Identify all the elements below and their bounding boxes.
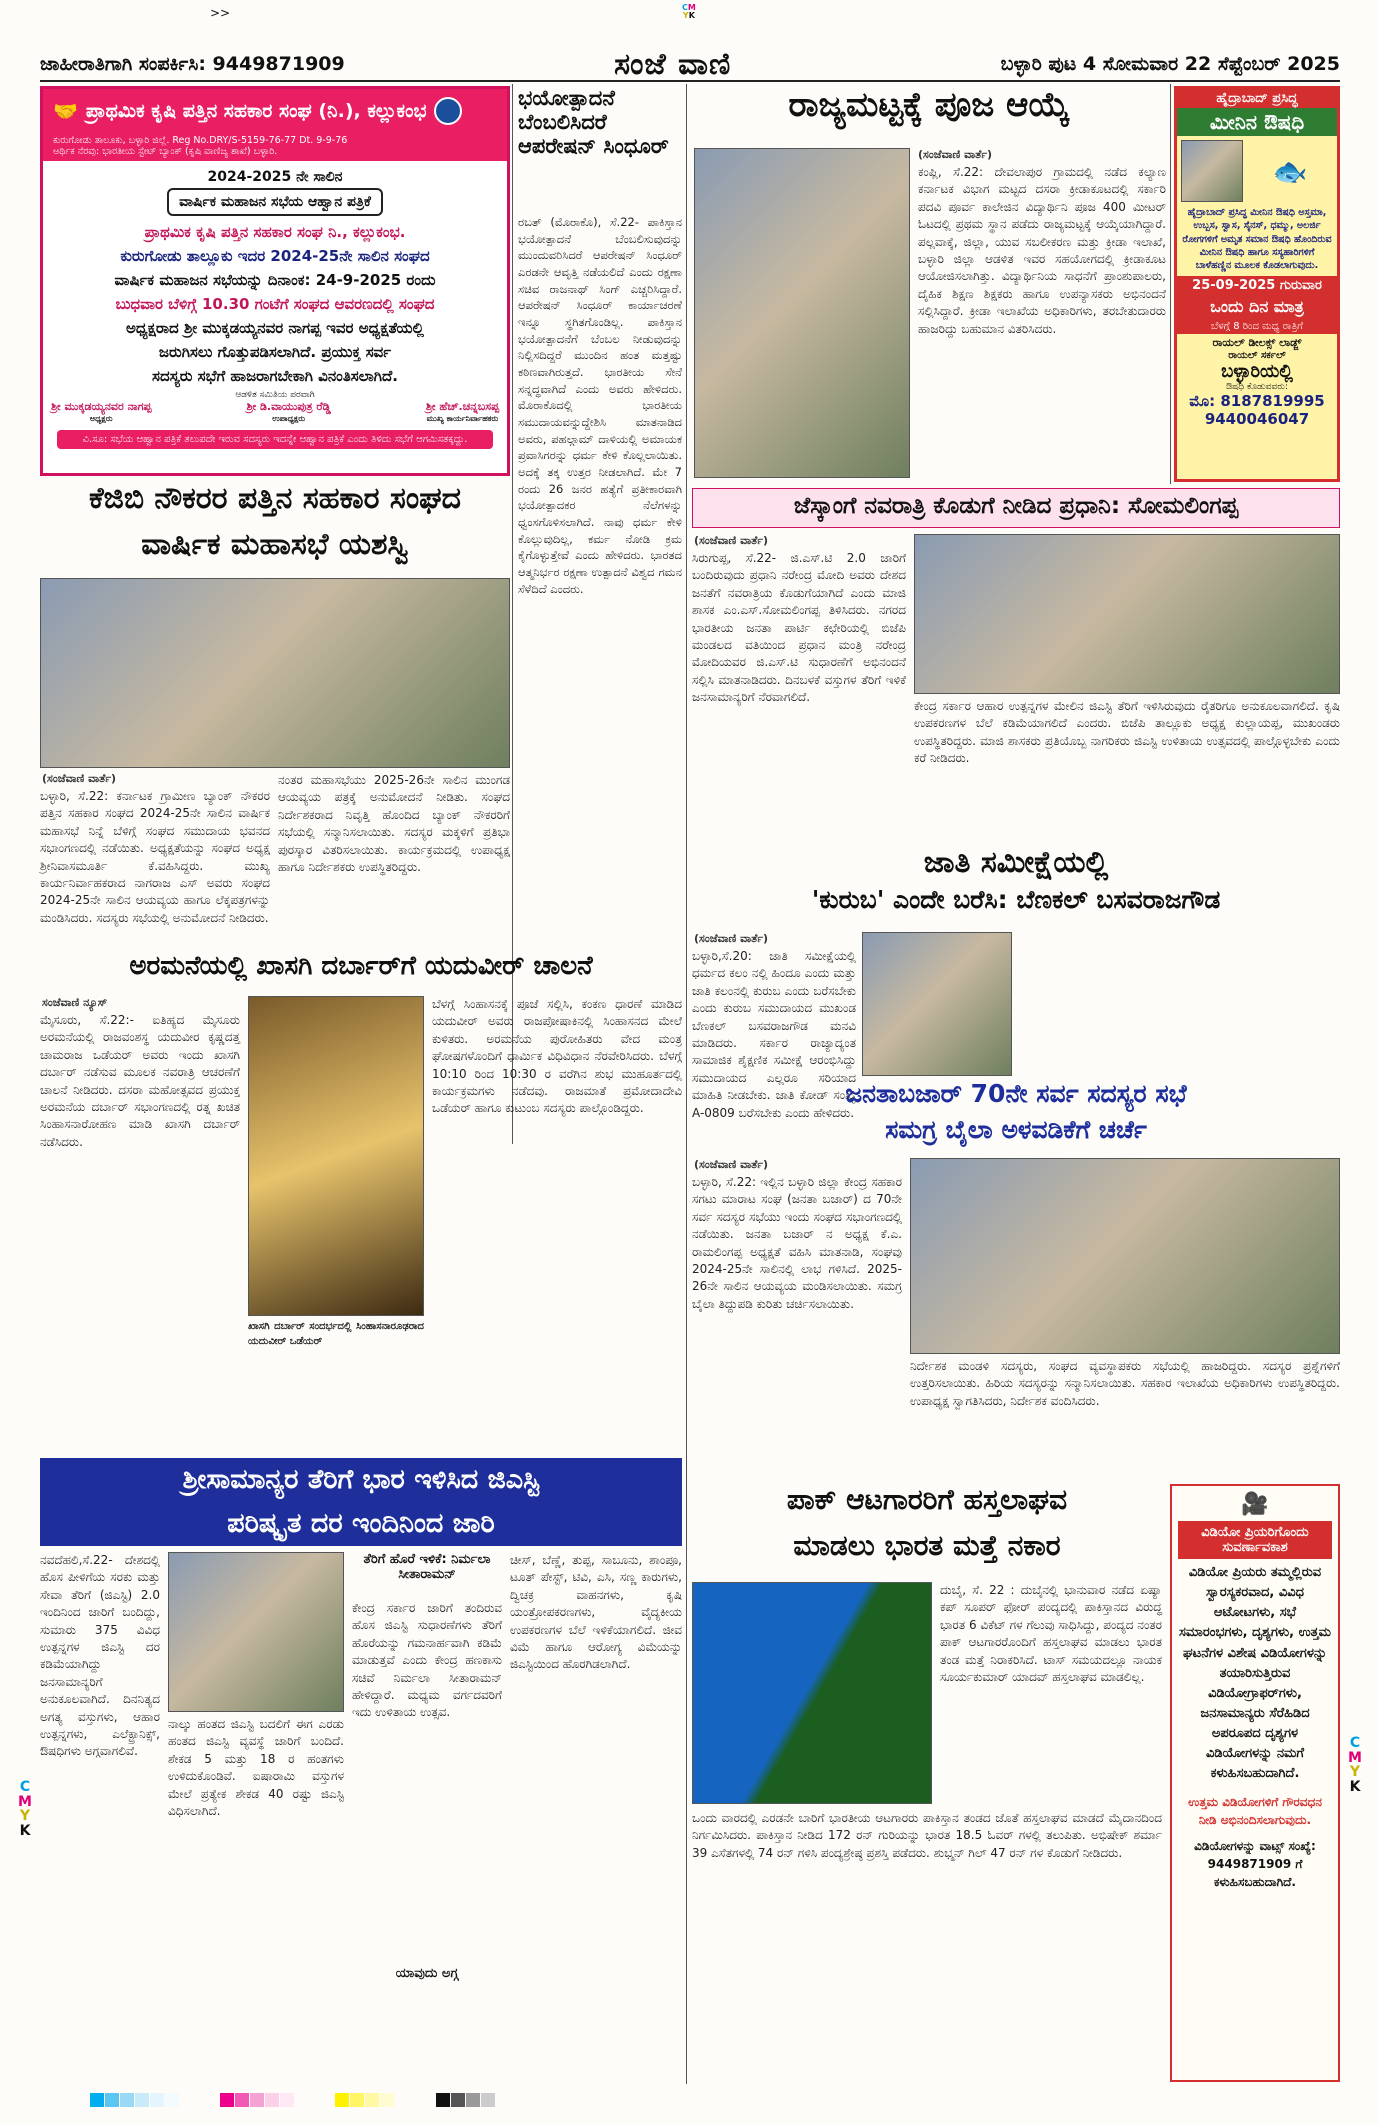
society-ad xyxy=(40,86,510,476)
kgb-col2: ನಂತರ ಮಹಾಸಭೆಯು 2025-26ನೇ ಸಾಲಿನ ಮುಂಗಡ ಆಯವ್ಯಯ ಪತ್ರಕ್ಕೆ ಅನುಮೋದನೆ ನೀಡಿತು. ಸಂಘದ ನಿರ್ದೇಶಕರಾದ ನಿವೃತ್ತಿ ಹೊಂದಿದ ಬ್ಯಾಂಕ್ ನೌಕರರಿಗೆ ಸಭೆಯಲ್ಲಿ ಸನ್ಮಾನಿಸಲಾಯಿತು. ಸದಸ್ಯರ ಮಕ್ಕಳಿಗೆ ಪ್ರತಿಭಾ ಪುರಸ್ಕಾರ ವಿತರಿಸಲಾಯಿತು. ಕಾರ್ಯಕ್ರಮದಲ್ಲಿ ಉಪಾಧ್ಯಕ್ಷ ಹಾಗೂ ನಿರ್ದೇಶಕರು ಉಪಸ್ಥಿತರಿದ್ದರು. xyxy=(278,773,510,874)
navaratri-headline: ಜೆಸ್ಕಾಂಗೆ ನವರಾತ್ರಿ ಕೊಡುಗೆ ನೀಡಿದ ಪ್ರಧಾನಿ: ಸೋಮಲಿಂಗಪ್ಪ xyxy=(692,488,1340,528)
society-ad-line: ಕುರುಗೋಡು ತಾಲ್ಲೂಕು ಇದರ 2024-25ನೇ ಸಾಲಿನ ಸಂಘದ xyxy=(120,247,430,265)
gst-headline-1: ಶ್ರೀಸಾಮಾನ್ಯರ ತೆರಿಗೆ ಭಾರ ಇಳಿಸಿದ ಜಿಎಸ್ಟಿ xyxy=(40,1458,682,1502)
pooja-body: ಕಂಪ್ಲಿ, ಸೆ.22: ದೇವಲಾಪುರ ಗ್ರಾಮದಲ್ಲಿ ನಡೆದ ಕಲ್ಯಾಣ ಕರ್ನಾಟಕ ವಿಭಾಗ ಮಟ್ಟದ ದಸರಾ ಕ್ರೀಡಾಕೂಟದಲ್ಲಿ ಸರ್ಕಾರಿ ಪದವಿ ಪೂರ್ವ ಕಾಲೇಜಿನ ವಿದ್ಯಾರ್ಥಿನಿ ಪೂಜ 400 ಮೀಟರ್ ಓಟದಲ್ಲಿ ಪ್ರಥಮ ಸ್ಥಾನ ಪಡೆದು ರಾಜ್ಯಮಟ್ಟಕ್ಕೆ ಆಯ್ಕೆಯಾಗಿದ್ದಾರೆ. ಪಲ್ಲವಾಕ್ಕೆ, ಜಿಲ್ಲಾ, ಯುವ ಸಬಲೀಕರಣ ಮತ್ತು ಕ್ರೀಡಾ ಇಲಾಖೆ, ಬಳ್ಳಾರಿ ಜಿಲ್ಲಾ ಆಡಳಿತ ಇವರ ಸಹಯೋಗದಲ್ಲಿ ಕ್ರೀಡಾಕೂಟ ಆಯೋಜಿಸಲಾಗಿತ್ತು. ವಿದ್ಯಾರ್ಥಿನಿಯ ಸಾಧನೆಗೆ ಪ್ರಾಂಶುಪಾಲರು, ದೈಹಿಕ ಶಿಕ್ಷಣ ಶಿಕ್ಷಕರು ಹಾಗೂ ಉಪನ್ಯಾಸಕರು ಅಭಿನಂದನೆ ಸಲ್ಲಿಸಿದ್ದಾರೆ. ಕ್ರೀಡಾ ಇಲಾಖೆಯ ಅಧಿಕಾರಿಗಳು, ತರಬೇತುದಾರರು ಹಾಜರಿದ್ದು ಬಹುಮಾನ ವಿತರಿಸಿದರು. xyxy=(918,165,1166,336)
signatory: ಶ್ರೀ ಹೆಚ್.ಚನ್ನಬಸಪ್ಪ xyxy=(425,400,499,413)
cmyk-mark-left: C M Y K xyxy=(18,1779,32,1840)
signatory: ಶ್ರೀ ಡಿ.ವಾಯುಪುತ್ರ ರೆಡ್ಡಿ xyxy=(246,400,331,413)
kgb-meeting-photo xyxy=(40,578,510,768)
pooja-award-photo xyxy=(694,148,910,478)
pak-headline-1: ಪಾಕ್ ಆಟಗಾರರಿಗೆ ಹಸ್ತಲಾಘವ xyxy=(786,1483,1068,1516)
medicine-ad-title: ಮೀನಿನ ಔಷಧಿ xyxy=(1177,108,1337,136)
yaduveer-headline: ಅರಮನೆಯಲ್ಲಿ ಖಾಸಗಿ ದರ್ಬಾರ್‌ಗೆ ಯದುವೀರ್ ಚಾಲನೆ xyxy=(129,951,593,981)
society-ad-notice-title: ವಾರ್ಷಿಕ ಮಹಾಜನ ಸಭೆಯ ಆಹ್ವಾನ ಪತ್ರಿಕೆ xyxy=(167,188,383,216)
navaratri-press-photo xyxy=(914,534,1340,694)
medicine-ad-text: ಹೈದ್ರಾಬಾದ್ ಪ್ರಸಿದ್ಧ ಮೀನಿನ ಔಷಧಿ ಅಸ್ತಮಾ, ಉಬ್ಬಸ, ಸ್ವಾಸ, ಸೈನಸ್, ಧಮ್ಮು, ಅಲರ್ಜಿ ರೋಗಗಳಿಗೆ ಅಮೃತ ಸಮಾನ ಔಷಧಿ ಹೊಂದಿರುವ ಮೀನಿನ ಔಷಧಿ ಹಾಗೂ ಸಸ್ಯಹಾರಿಗಳಿಗೆ ಬಾಳೆಹಣ್ಣಿನ ಮೂಲಕ ಕೊಡಲಾಗುವುದು. xyxy=(1182,207,1332,272)
gst-col1: ನವದೆಹಲಿ,ಸೆ.22- ದೇಶದಲ್ಲಿ ಹೊಸ ಪೀಳಿಗೆಯ ಸರಕು ಮತ್ತು ಸೇವಾ ತೆರಿಗೆ (ಜಿಎಸ್ಟಿ) 2.0 ಇಂದಿನಿಂದ ಜಾರಿಗೆ ಬಂದಿದ್ದು, ಸುಮಾರು 375 ವಿವಿಧ ಉತ್ಪನ್ನಗಳ ಜಿಎಸ್ಟಿ ದರ ಕಡಿಮೆಯಾಗಿದ್ದು ಜನಸಾಮಾನ್ಯರಿಗೆ ಅನುಕೂಲವಾಗಿದೆ. ದಿನನಿತ್ಯದ ಅಗತ್ಯ ವಸ್ತುಗಳು, ಆಹಾರ ಉತ್ಪನ್ನಗಳು, ಎಲೆಕ್ಟ್ರಾನಿಕ್ಸ್, ಔಷಧಿಗಳು ಅಗ್ಗವಾಗಲಿವೆ. xyxy=(40,1553,160,1759)
medicine-ad-organizer: ಔಷಧಿ ಕೊಡುವವರು: xyxy=(1226,382,1288,393)
medicine-ad-venue2: ರಾಯಲ್ ಸರ್ಕಲ್ xyxy=(1228,350,1286,362)
pak-col1: ದುಬೈ, ಸೆ. 22 : ದುಬೈನಲ್ಲಿ ಭಾನುವಾರ ನಡೆದ ಏಷ್ಯಾ ಕಪ್ ಸೂಪರ್ ಫೋರ್ ಪಂದ್ಯದಲ್ಲಿ ಪಾಕಿಸ್ತಾನದ ವಿರುದ್ಧ ಭಾರತ 6 ವಿಕೆಟ್ ಗಳ ಗೆಲುವು ಸಾಧಿಸಿದ್ದು, ಪಂದ್ಯದ ನಂತರ ಪಾಕ್ ಆಟಗಾರರೊಂದಿಗೆ ಹಸ್ತಲಾಘವ ಮಾಡಲು ಭಾರತ ತಂಡ ಮತ್ತೆ ನಿರಾಕರಿಸಿದೆ. ಟಾಸ್ ಸಮಯದಲ್ಲೂ ನಾಯಕ ಸೂರ್ಯಕುಮಾರ್ ಯಾದವ್ ಹಸ್ತಲಾಘವ ಮಾಡಲಿಲ್ಲ. xyxy=(940,1583,1162,1684)
society-ad-banner: 🤝 ಪ್ರಾಥಮಿಕ ಕೃಷಿ ಪತ್ತಿನ ಸಹಕಾರ ಸಂಘ (ನಿ.), ಕಲ್ಲುಕಂಭ xyxy=(43,89,507,133)
operation-body: ರಬತ್ (ಮೊರಾಕೊ), ಸೆ.22- ಪಾಕಿಸ್ತಾನ ಭಯೋತ್ಪಾದನೆ ಬೆಂಬಲಿಸುವುದನ್ನು ಮುಂದುವರಿಸಿದರೆ ಆಪರೇಷನ್ ಸಿಂಧೂರ್ ಎರಡನೇ ಆವೃತ್ತಿ ನಡೆಯಲಿದೆ ಎಂದು ರಕ್ಷಣಾ ಸಚಿವ ರಾಜನಾಥ್ ಸಿಂಗ್ ಎಚ್ಚರಿಸಿದ್ದಾರೆ. ಆಪರೇಷನ್ ಸಿಂಧೂರ್ ಕಾರ್ಯಾಚರಣೆ ಇನ್ನೂ ಸ್ಥಗಿತಗೊಂಡಿಲ್ಲ. ಪಾಕಿಸ್ತಾನ ಭಯೋತ್ಪಾದನೆಗೆ ಬೆಂಬಲ ನೀಡುವುದನ್ನು ನಿಲ್ಲಿಸದಿದ್ದರೆ ಮುಂದಿನ ಹಂತ ಮತ್ತಷ್ಟು ಕಠಿಣವಾಗಿರುತ್ತದೆ. ಭಾರತೀಯ ಸೇನೆ ಸನ್ನದ್ಧವಾಗಿದೆ ಎಂದು ಅವರು ಹೇಳಿದರು. ಮೊರಾಕೊದಲ್ಲಿ ಭಾರತೀಯ ಸಮುದಾಯವನ್ನುದ್ದೇಶಿಸಿ ಮಾತನಾಡಿದ ಅವರು, ಪಹಲ್ಗಾಮ್ ದಾಳಿಯಲ್ಲಿ ಅಮಾಯಕ ಪ್ರವಾಸಿಗರನ್ನು ಧರ್ಮ ಕೇಳಿ ಕೊಲ್ಲಲಾಯಿತು. ಅದಕ್ಕೆ ತಕ್ಕ ಉತ್ತರ ನೀಡಲಾಗಿದೆ. ಮೇ 7 ರಂದು 26 ಜನರ ಹತ್ಯೆಗೆ ಪ್ರತೀಕಾರವಾಗಿ ಭಯೋತ್ಪಾದಕರ ನೆಲೆಗಳನ್ನು ಧ್ವಂಸಗೊಳಿಸಲಾಗಿದೆ. ನಾವು ಧರ್ಮ ಕೇಳಿ ಕೊಲ್ಲುವುದಿಲ್ಲ, ಕರ್ಮ ನೋಡಿ ಕ್ರಮ ಕೈಗೊಳ್ಳುತ್ತೇವೆ ಎಂದು ಹೇಳಿದರು. ಭಾರತದ ಆತ್ಮನಿರ್ಭರ ರಕ್ಷಣಾ ಉತ್ಪಾದನೆ ವಿಶ್ವದ ಗಮನ ಸೆಳೆದಿದೆ ಎಂದರು. xyxy=(518,215,682,596)
operation-headline: ಭಯೋತ್ಪಾದನೆ ಬೆಂಬಲಿಸಿದರೆ ಆಪರೇಷನ್ ಸಿಂಧೂರ್ xyxy=(518,86,669,159)
sbi-logo-icon xyxy=(434,97,462,125)
signatory-role: ಅಧ್ಯಕ್ಷರು xyxy=(89,414,113,423)
society-ad-council: ಆಡಳಿತ ಸಮಿತಿಯ ಪರವಾಗಿ xyxy=(235,390,315,400)
pak-col2: ಒಂದು ವಾರದಲ್ಲಿ ಎರಡನೇ ಬಾರಿಗೆ ಭಾರತೀಯ ಆಟಗಾರರು ಪಾಕಿಸ್ತಾನ ತಂಡದ ಜೊತೆ ಹಸ್ತಲಾಘವ ಮಾಡದೆ ಮೈದಾನದಿಂದ ನಿರ್ಗಮಿಸಿದರು. ಪಾಕಿಸ್ತಾನ ನೀಡಿದ 172 ರನ್ ಗುರಿಯನ್ನು ಭಾರತ 18.5 ಓವರ್ ಗಳಲ್ಲಿ ತಲುಪಿತು. ಅಭಿಷೇಕ್ ಶರ್ಮಾ 39 ಎಸೆತಗಳಲ್ಲಿ 74 ರನ್ ಗಳಿಸಿ ಪಂದ್ಯಶ್ರೇಷ್ಠ ಪ್ರಶಸ್ತಿ ಪಡೆದರು. ಶುಭ್ಮನ್ ಗಿಲ್ 47 ರನ್ ಗಳ ಕೊಡುಗೆ ನೀಡಿದರು. xyxy=(692,1811,1162,1860)
kgb-credit: (ಸಂಜೆವಾಣಿ ವಾರ್ತೆ) xyxy=(42,772,117,785)
gst-headline-2: ಪರಿಷ್ಕೃತ ದರ ಇಂದಿನಿಂದ ಜಾರಿ xyxy=(40,1502,682,1546)
color-calibration-strip xyxy=(90,2092,650,2108)
pooja-headline: ರಾಜ್ಯಮಟ್ಟಕ್ಕೆ ಪೂಜ ಆಯ್ಕೆ xyxy=(788,85,1070,125)
janata-meeting-photo xyxy=(910,1158,1340,1354)
gst-col3: ಕೇಂದ್ರ ಸರ್ಕಾರ ಜಾರಿಗೆ ತಂದಿರುವ ಹೊಸ ಜಿಎಸ್ಟಿ ಸುಧಾರಣೆಗಳು ತೆರಿಗೆ ಹೊರೆಯನ್ನು ಗಮನಾರ್ಹವಾಗಿ ಕಡಿಮೆ ಮಾಡುತ್ತವೆ ಎಂದು ಕೇಂದ್ರ ಹಣಕಾಸು ಸಚಿವೆ ನಿರ್ಮಲಾ ಸೀತಾರಾಮನ್ ಹೇಳಿದ್ದಾರೆ. ಮಧ್ಯಮ ವರ್ಗದವರಿಗೆ ಇದು ಉಳಿತಾಯ ಉತ್ಸವ. xyxy=(352,1601,502,1720)
pak-headline-2: ಮಾಡಲು ಭಾರತ ಮತ್ತೆ ನಕಾರ xyxy=(793,1529,1061,1562)
navaratri-credit: (ಸಂಜೆವಾಣಿ ವಾರ್ತೆ) xyxy=(694,534,769,547)
yaduveer-caption: ಖಾಸಗಿ ದರ್ಬಾರ್ ಸಂದರ್ಭದಲ್ಲಿ ಸಿಂಹಾಸನಾರೂಢರಾದ ಯದುವೀರ್ ಒಡೆಯರ್ xyxy=(248,1321,424,1347)
kuruba-headline-2: 'ಕುರುಬ' ಎಂದೇ ಬರೆಸಿ: ಬೆಣಕಲ್ ಬಸವರಾಜಗೌಡ xyxy=(811,885,1221,914)
janata-headline-1: ಜನತಾಬಜಾರ್ 70ನೇ ಸರ್ವ ಸದಸ್ಯರ ಸಭೆ xyxy=(845,1079,1187,1108)
gst-subhead-2: ಯಾವುದು ಅಗ್ಗ xyxy=(395,1966,459,1981)
kuruba-headline-1: ಜಾತಿ ಸಮೀಕ್ಷೆಯಲ್ಲಿ xyxy=(923,845,1109,880)
society-ad-line: ವಾರ್ಷಿಕ ಮಹಾಜನ ಸಭೆಯನ್ನು ದಿನಾಂಕ: 24-9-2025 ರಂದು xyxy=(114,271,436,289)
navaratri-col1: ಸಿರುಗುಪ್ಪ, ಸೆ.22- ಜಿ.ಎಸ್.ಟಿ 2.0 ಜಾರಿಗೆ ಬಂದಿರುವುದು ಪ್ರಧಾನಿ ನರೇಂದ್ರ ಮೋದಿ ಅವರು ದೇಶದ ಜನತೆಗೆ ನವರಾತ್ರಿಯ ಕೊಡುಗೆಯಾಗಿದೆ ಎಂದು ಮಾಜಿ ಶಾಸಕ ಎಂ.ಎಸ್.ಸೋಮಲಿಂಗಪ್ಪ ತಿಳಿಸಿದರು. ನಗರದ ಭಾರತೀಯ ಜನತಾ ಪಾರ್ಟಿ ಕಛೇರಿಯಲ್ಲಿ ಬಿಜೆಪಿ ಮಂಡಲದ ವತಿಯಿಂದ ಪ್ರಧಾನ ಮಂತ್ರಿ ನರೇಂದ್ರ ಮೋದಿಯವರ ಜಿ.ಎಸ್.ಟಿ ಸುಧಾರಣೆಗೆ ಅಭಿನಂದನೆ ಸಲ್ಲಿಸಿ ಮಾತನಾಡಿದರು. ದಿನಬಳಕೆ ವಸ್ತುಗಳ ತೆರಿಗೆ ಇಳಿಕೆ ಜನಸಾಮಾನ್ಯರಿಗೆ ನೆರವಾಗಲಿದೆ. xyxy=(692,551,906,705)
yaduveer-credit: ಸಂಜೆವಾಣಿ ನ್ಯೂಸ್ xyxy=(42,996,108,1009)
society-ad-line: ಅಧ್ಯಕ್ಷರಾದ ಶ್ರೀ ಮುಕ್ಕಡಯ್ಯನವರ ನಾಗಪ್ಪ ಇವರ ಅಧ್ಯಕ್ಷತೆಯಲ್ಲಿ xyxy=(126,319,424,337)
medicine-ad-city: ಬಳ್ಳಾರಿಯಲ್ಲಿ xyxy=(1221,361,1293,383)
video-ad xyxy=(1170,1484,1340,2082)
janata-col2: ನಿರ್ದೇಶಕ ಮಂಡಳಿ ಸದಸ್ಯರು, ಸಂಘದ ವ್ಯವಸ್ಥಾಪಕರು ಸಭೆಯಲ್ಲಿ ಹಾಜರಿದ್ದರು. ಸದಸ್ಯರ ಪ್ರಶ್ನೆಗಳಿಗೆ ಉತ್ತರಿಸಲಾಯಿತು. ಹಿರಿಯ ಸದಸ್ಯರನ್ನು ಸನ್ಮಾನಿಸಲಾಯಿತು. ಸಹಕಾರ ಇಲಾಖೆಯ ಅಧಿಕಾರಿಗಳು ಉಪಸ್ಥಿತರಿದ್ದರು. ಉಪಾಧ್ಯಕ್ಷ ಸ್ವಾಗತಿಸಿದರು, ನಿರ್ದೇಶಕ ವಂದಿಸಿದರು. xyxy=(910,1359,1340,1408)
society-ad-bank: ಆರ್ಥಿಕ ನೆರವು: ಭಾರತೀಯ ಸ್ಟೇಟ್ ಬ್ಯಾಂಕ್ (ಕೃಷಿ ವಾಣಿಜ್ಯ ಶಾಖೆ) ಬಳ್ಳಾರಿ. xyxy=(53,146,278,157)
video-ad-best: ಉತ್ತಮ ವಿಡಿಯೋಗಳಿಗೆ ಗೌರವಧನ ನೀಡಿ ಅಭಿನಂದಿಸಲಾಗುವುದು. xyxy=(1188,1794,1322,1827)
medicine-ad-time: ಬೆಳಗ್ಗೆ 8 ರಿಂದ ಮಧ್ಯ ರಾತ್ರಿಗೆ xyxy=(1177,319,1337,334)
navaratri-col2: ಕೇಂದ್ರ ಸರ್ಕಾರ ಆಹಾರ ಉತ್ಪನ್ನಗಳ ಮೇಲಿನ ಜಿಎಸ್ಟಿ ತೆರಿಗೆ ಇಳಿಸಿರುವುದು ರೈತರಿಗೂ ಅನುಕೂಲವಾಗಲಿದೆ. ಕೃಷಿ ಉಪಕರಣಗಳ ಬೆಲೆ ಕಡಿಮೆಯಾಗಲಿದೆ ಎಂದರು. ಬಿಜೆಪಿ ತಾಲ್ಲೂಕು ಅಧ್ಯಕ್ಷ ಕುಲ್ಲಾಯಪ್ಪ, ಮುಖಂಡರು ಉಪಸ್ಥಿತರಿದ್ದರು. ಮಾಜಿ ಶಾಸಕರು ಪ್ರತಿಯೊಬ್ಬ ನಾಗರಿಕರು ಜಿಎಸ್ಟಿ ಉಳಿತಾಯ ಉತ್ಸವದಲ್ಲಿ ಪಾಲ್ಗೊಳ್ಳಬೇಕು ಎಂದು ಕರೆ ನೀಡಿದರು. xyxy=(914,699,1340,766)
medicine-ad-photo xyxy=(1181,140,1243,202)
cricketers-photo xyxy=(692,1582,932,1804)
video-ad-title: ವಿಡಿಯೋ ಪ್ರಿಯರಿಗೊಂದು ಸುವರ್ಣಾವಕಾಶ xyxy=(1178,1521,1332,1559)
gst-col2: ನಾಲ್ಕು ಹಂತದ ಜಿಎಸ್ಟಿ ಬದಲಿಗೆ ಈಗ ಎರಡು ಹಂತದ ಜಿಎಸ್ಟಿ ವ್ಯವಸ್ಥೆ ಜಾರಿಗೆ ಬಂದಿದೆ. ಶೇಕಡ 5 ಮತ್ತು 18 ರ ಹಂತಗಳು ಉಳಿದುಕೊಂಡಿವೆ. ಐಷಾರಾಮಿ ವಸ್ತುಗಳ ಮೇಲೆ ಪ್ರತ್ಯೇಕ ಶೇಕಡ 40 ರಷ್ಟು ಜಿಎಸ್ಟಿ ವಿಧಿಸಲಾಗಿದೆ. xyxy=(168,1717,344,1818)
kgb-col1: ಬಳ್ಳಾರಿ, ಸೆ.22: ಕರ್ನಾಟಕ ಗ್ರಾಮೀಣ ಬ್ಯಾಂಕ್ ನೌಕರರ ಪತ್ತಿನ ಸಹಕಾರ ಸಂಘದ 2024-25ನೇ ಸಾಲಿನ ವಾರ್ಷಿಕ ಮಹಾಸಭೆ ನಿನ್ನೆ ಬೆಳಿಗ್ಗೆ ಸಂಘದ ಸಮುದಾಯ ಭವನದ ಸಭಾಂಗಣದಲ್ಲಿ ನಡೆಯಿತು. ಅಧ್ಯಕ್ಷತೆಯನ್ನು ಸಂಘದ ಅಧ್ಯಕ್ಷ ಶ್ರೀನಿವಾಸಮೂರ್ತಿ ಕೆ.ವಹಿಸಿದ್ದರು. ಮುಖ್ಯ ಕಾರ್ಯನಿರ್ವಾಹಕರಾದ ನಾಗರಾಜ ಎಸ್ ಅವರು ಸಂಘದ 2024-25ನೇ ಸಾಲಿನ ಆಯವ್ಯಯ ಹಾಗೂ ಲೆಕ್ಕಪತ್ರಗಳನ್ನು ಮಂಡಿಸಿದರು. ಸದಸ್ಯರು ಸಭೆಯಲ್ಲಿ ಅನುಮೋದನೆ ನೀಡಿದರು. xyxy=(40,789,270,925)
medicine-ad-venue1: ರಾಯಲ್ ಡೀಲಕ್ಸ್ ಲಾಡ್ಜ್ xyxy=(1212,336,1302,350)
medicine-ad-top: ಹೈದ್ರಾಬಾದ್ ಪ್ರಸಿದ್ಧ xyxy=(1177,89,1337,108)
ad-contact: ಜಾಹೀರಾತಿಗಾಗಿ ಸಂಪರ್ಕಿಸಿ: 9449871909 xyxy=(40,53,345,75)
kuruba-credit: (ಸಂಜೆವಾಣಿ ವಾರ್ತೆ) xyxy=(694,932,769,945)
society-ad-line: ಪ್ರಾಥಮಿಕ ಕೃಷಿ ಪತ್ತಿನ ಸಹಕಾರ ಸಂಘ ನಿ., ಕಲ್ಲುಕಂಭ. xyxy=(144,223,406,241)
gst-goods-photo xyxy=(168,1552,344,1712)
video-ad-text: ವಿಡಿಯೋ ಪ್ರಿಯರು ತಮ್ಮಲ್ಲಿರುವ ಸ್ವಾರಸ್ಯಕರವಾದ, ವಿವಿಧ ಆಟೋಟಗಳು, ಸಭೆ ಸಮಾರಂಭಗಳು, ದೃಶ್ಯಗಳು, ಉತ್ತಮ ಘಟನೆಗಳ ವಿಶೇಷ ವಿಡಿಯೋಗಳನ್ನು ತಯಾರಿಸುತ್ತಿರುವ ವಿಡಿಯೋಗ್ರಾಫರ್‌ಗಳು, ಜನಸಾಮಾನ್ಯರು ಸೆರೆಹಿಡಿದ ಅಪರೂಪದ ದೃಶ್ಯಗಳ ವಿಡಿಯೋಗಳನ್ನು ನಮಗೆ ಕಳುಹಿಸಬಹುದಾಗಿದೆ. xyxy=(1179,1565,1331,1782)
society-ad-line: ಜರುಗಿಸಲು ಗೊತ್ತುಪಡಿಸಲಾಗಿದೆ. ಪ್ರಯುಕ್ತ ಸರ್ವ xyxy=(158,343,392,361)
signatory: ಶ್ರೀ ಮುಕ್ಕಡಯ್ಯನವರ ನಾಗಪ್ಪ xyxy=(51,400,152,413)
signatory-role: ಮುಖ್ಯ ಕಾರ್ಯನಿರ್ವಾಹಕರು xyxy=(426,414,499,423)
signatory-role: ಉಪಾಧ್ಯಕ್ಷರು xyxy=(272,414,306,423)
handshake-icon: 🤝 xyxy=(53,99,78,123)
medicine-ad-date: 25-09-2025 ಗುರುವಾರ xyxy=(1177,276,1337,295)
society-ad-year: 2024-2025 ನೇ ಸಾಲಿನ xyxy=(207,169,343,185)
dateline: ಬಳ್ಳಾರಿ ಪುಟ 4 ಸೋಮವಾರ 22 ಸೆಪ್ಟೆಂಬರ್ 2025 xyxy=(1000,53,1340,75)
medicine-ad-phone1: ಮೊ: 8187819995 xyxy=(1189,392,1325,411)
video-ad-send: ವಿಡಿಯೋಗಳನ್ನು ವಾಟ್ಸ್ ಸಂಖ್ಯೆ: 9449871909 ಗೆ ಕಳುಹಿಸಬಹುದಾಗಿದೆ. xyxy=(1194,1838,1316,1889)
kuruba-portrait-photo xyxy=(862,932,1012,1076)
kuruba-body: ಬಳ್ಳಾರಿ,ಸೆ.20: ಜಾತಿ ಸಮೀಕ್ಷೆಯಲ್ಲಿ ಧರ್ಮದ ಕಲಂ ನಲ್ಲಿ ಹಿಂದೂ ಎಂದು ಮತ್ತು ಜಾತಿ ಕಲಂನಲ್ಲಿ ಕುರುಬ ಎಂದು ಬರೆಸಬೇಕು ಎಂದು ಕುರುಬ ಸಮುದಾಯದ ಮುಖಂಡ ಬೆಣಕಲ್ ಬಸವರಾಜಗೌಡ ಮನವಿ ಮಾಡಿದರು. ಸರ್ಕಾರ ರಾಜ್ಯಾದ್ಯಂತ ಸಾಮಾಜಿಕ ಶೈಕ್ಷಣಿಕ ಸಮೀಕ್ಷೆ ಆರಂಭಿಸಿದ್ದು ಸಮುದಾಯದ ಎಲ್ಲರೂ ಸರಿಯಾದ ಮಾಹಿತಿ ನೀಡಬೇಕು. ಜಾತಿ ಕೋಡ್ ಸಂಖ್ಯೆ A-0809 ಬರೆಸಬೇಕು ಎಂದು ಹೇಳಿದರು. xyxy=(692,949,856,1120)
janata-col1: ಬಳ್ಳಾರಿ, ಸೆ.22: ಇಲ್ಲಿನ ಬಳ್ಳಾರಿ ಜಿಲ್ಲಾ ಕೇಂದ್ರ ಸಹಕಾರ ಸಗಟು ಮಾರಾಟ ಸಂಘ (ಜನತಾ ಬಜಾರ್) ದ 70ನೇ ಸರ್ವ ಸದಸ್ಯರ ಸಭೆಯು ಇಂದು ಸಂಘದ ಸಭಾಂಗಣದಲ್ಲಿ ನಡೆಯಿತು. ಜನತಾ ಬಜಾರ್ ನ ಅಧ್ಯಕ್ಷ ಕೆ.ಎ. ರಾಮಲಿಂಗಪ್ಪ ಅಧ್ಯಕ್ಷತೆ ವಹಿಸಿ ಮಾತನಾಡಿ, ಸಂಘವು 2024-25ನೇ ಸಾಲಿನಲ್ಲಿ ಲಾಭ ಗಳಿಸಿದೆ. 2025-26ನೇ ಸಾಲಿನ ಆಯವ್ಯಯ ಮಂಡಿಸಲಾಯಿತು. ಸಮಗ್ರ ಬೈಲಾ ತಿದ್ದುಪಡಿ ಕುರಿತು ಚರ್ಚಿಸಲಾಯಿತು. xyxy=(692,1175,902,1311)
top-marker: >> xyxy=(210,6,231,20)
masthead: ಸಂಜೆ ವಾಣಿ xyxy=(614,46,732,82)
yaduveer-throne-photo xyxy=(248,996,424,1316)
kgb-headline-2: ವಾರ್ಷಿಕ ಮಹಾಸಭೆ ಯಶಸ್ವಿ xyxy=(141,527,409,562)
kgb-headline-1: ಕೆಜಿಬಿ ನೌಕರರ ಪತ್ತಿನ ಸಹಕಾರ ಸಂಘದ xyxy=(88,481,462,516)
gst-col4: ಚೀಸ್, ಬೆಣ್ಣೆ, ತುಪ್ಪ, ಸಾಬೂನು, ಶಾಂಪೂ, ಟೂತ್ ಪೇಸ್ಟ್, ಟಿವಿ, ಎಸಿ, ಸಣ್ಣ ಕಾರುಗಳು, ದ್ವಿಚಕ್ರ ವಾಹನಗಳು, ಕೃಷಿ ಯಂತ್ರೋಪಕರಣಗಳು, ವೈದ್ಯಕೀಯ ಉಪಕರಣಗಳ ಬೆಲೆ ಇಳಿಕೆಯಾಗಲಿದೆ. ಜೀವ ವಿಮೆ ಹಾಗೂ ಆರೋಗ್ಯ ವಿಮೆಯನ್ನು ಜಿಎಸ್ಟಿಯಿಂದ ಹೊರಗಿಡಲಾಗಿದೆ. xyxy=(510,1553,682,1672)
medicine-ad xyxy=(1174,86,1340,482)
yaduveer-col1: ಮೈಸೂರು, ಸೆ.22:- ಐತಿಹ್ಯದ ಮೈಸೂರು ಅರಮನೆಯಲ್ಲಿ ರಾಜವಂಶಸ್ಥ ಯದುವೀರ ಕೃಷ್ಣದತ್ತ ಚಾಮರಾಜ ಒಡೆಯರ್ ಅವರು ಇಂದು ಖಾಸಗಿ ದರ್ಬಾರ್ ನಡೆಸುವ ಮೂಲಕ ನವರಾತ್ರಿ ಆಚರಣೆಗೆ ಚಾಲನೆ ನೀಡಿದರು. ದಸರಾ ಮಹೋತ್ಸವದ ಪ್ರಯುಕ್ತ ಅರಮನೆಯ ದರ್ಬಾರ್ ಸಭಾಂಗಣದಲ್ಲಿ ರತ್ನ ಖಚಿತ ಸಿಂಹಾಸನಾರೋಹಣ ಮಾಡಿ ಖಾಸಗಿ ದರ್ಬಾರ್ ನಡೆಸಿದರು. xyxy=(40,1013,240,1149)
yaduveer-col2: ಬೆಳಗ್ಗೆ ಸಿಂಹಾಸನಕ್ಕೆ ಪೂಜೆ ಸಲ್ಲಿಸಿ, ಕಂಕಣ ಧಾರಣೆ ಮಾಡಿದ ಯದುವೀರ್ ಅವರು ರಾಜಪೋಷಾಕಿನಲ್ಲಿ ಸಿಂಹಾಸನದ ಮೇಲೆ ಕುಳಿತರು. ಅರಮನೆಯ ಪುರೋಹಿತರು ವೇದ ಮಂತ್ರ ಘೋಷಗಳೊಂದಿಗೆ ಧಾರ್ಮಿಕ ವಿಧಿವಿಧಾನ ನೆರವೇರಿಸಿದರು. ಬೆಳಗ್ಗೆ 10:10 ರಿಂದ 10:30 ರ ವರೆಗಿನ ಶುಭ ಮುಹೂರ್ತದಲ್ಲಿ ಕಾರ್ಯಕ್ರಮಗಳು ನಡೆದವು. ರಾಜಮಾತೆ ಪ್ರಮೋದಾದೇವಿ ಒಡೆಯರ್ ಹಾಗೂ ಕುಟುಂಬ ಸದಸ್ಯರು ಪಾಲ್ಗೊಂಡಿದ್ದರು. xyxy=(432,997,682,1116)
society-ad-line: ಸದಸ್ಯರು ಸಭೆಗೆ ಹಾಜರಾಗಬೇಕಾಗಿ ವಿನಂತಿಸಲಾಗಿದೆ. xyxy=(152,367,398,385)
medicine-ad-one-day: ಒಂದು ದಿನ ಮಾತ್ರ xyxy=(1177,295,1337,319)
society-ad-footnote: ವಿ.ಸೂ: ಸಭೆಯ ಆಹ್ವಾನ ಪತ್ರಿಕೆ ತಲುಪದೇ ಇರುವ ಸದಸ್ಯರು ಇದನ್ನೇ ಆಹ್ವಾನ ಪತ್ರಿಕೆ ಎಂದು ತಿಳಿದು ಸಭೆಗೆ ಆಗಮಿಸತಕ್ಕದ್ದು. xyxy=(57,430,493,449)
cmyk-mark-top: CM YK xyxy=(682,3,696,21)
pooja-credit: (ಸಂಜೆವಾಣಿ ವಾರ್ತೆ) xyxy=(918,148,993,161)
page-header xyxy=(40,48,1340,82)
fish-icon: 🐟 xyxy=(1272,154,1308,188)
society-ad-subtitle: ಕುರುಗೋಡು ತಾಲೂಕು, ಬಳ್ಳಾರಿ ಜಿಲ್ಲೆ. Reg No.DRY/S-5159-76-77 Dt. 9-9-76 xyxy=(53,135,348,146)
janata-credit: (ಸಂಜೆವಾಣಿ ವಾರ್ತೆ) xyxy=(694,1158,769,1171)
gst-subhead: ತೆರಿಗೆ ಹೊರೆ ಇಳಿಕೆ: ನಿರ್ಮಲಾ ಸೀತಾರಾಮನ್ xyxy=(363,1552,491,1582)
video-camera-icon: 🎥 xyxy=(1241,1492,1269,1517)
medicine-ad-phone2: 9440046047 xyxy=(1204,410,1310,429)
janata-headline-2: ಸಮಗ್ರ ಬೈಲಾ ಅಳವಡಿಕೆಗೆ ಚರ್ಚೆ xyxy=(885,1115,1147,1144)
cmyk-mark-right: C M Y K xyxy=(1348,1735,1362,1796)
society-ad-line: ಬುಧವಾರ ಬೆಳಿಗ್ಗೆ 10.30 ಗಂಟೆಗೆ ಸಂಘದ ಆವರಣದಲ್ಲಿ ಸಂಘದ xyxy=(115,295,435,313)
